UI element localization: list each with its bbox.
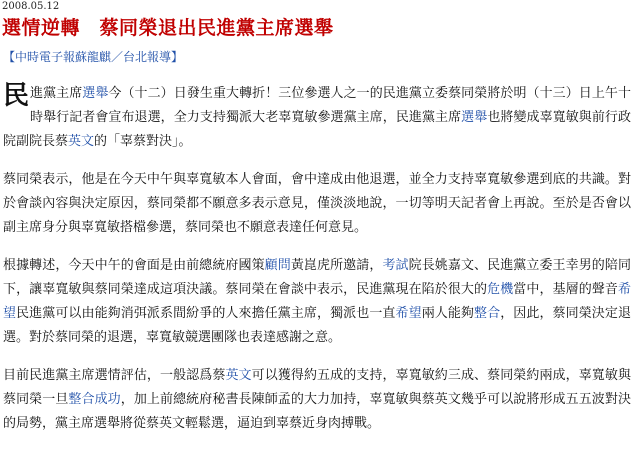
article-body <box>3 82 631 450</box>
paragraph-text: 民進黨可以由能夠消弭派系間紛爭的人來擔任黨主席，獨派也一直 <box>16 306 396 321</box>
keyword-link[interactable]: 希望 <box>395 306 422 321</box>
article-date: 2008.05.12 <box>2 1 60 12</box>
article-paragraph <box>3 168 631 240</box>
keyword-link[interactable]: 危機 <box>487 282 514 297</box>
paragraph-text: 根據轉述，今天中午的會面是由前總統府國策 <box>3 258 265 273</box>
paragraph-text: 院長姚嘉文、民進黨立委王幸男的陪同下，讓辜寬敏與蔡同榮達成這項決議。蔡同榮在會談中表示，民進黨現在陷於很大的 <box>3 258 631 297</box>
drop-cap: 民 <box>3 81 30 111</box>
paragraph-text: ，因此，蔡同榮決定退選。對於蔡同榮的退選，辜寬敏競選團隊也表達感謝之意。 <box>3 306 631 345</box>
paragraph-text: 也將變成辜寬敏與前行政院副院長蔡 <box>3 110 631 149</box>
paragraph-text: 蔡同榮表示，他是在今天中午與辜寬敏本人會面，會中達成由他退選，並全力支持辜寬敏參選到底的共識。對於會談內容與決定原因，蔡同榮都不願意多表示意見，僅淡淡地說，一切等明天記者會上再說。至於是否會以副主席身分與辜寬敏搭檔參選，蔡同榮也不願意表達任何意見。 <box>3 172 631 235</box>
paragraph-text: ，加上前總統府秘書長陳師孟的大力加持，辜寬敏與蔡英文幾乎可以說將形成五五波對決的局勢，黨主席選舉將從蔡英文輕鬆選，逼迫到辜蔡近身肉搏戰。 <box>3 392 631 431</box>
article-paragraph <box>3 254 631 350</box>
article-headline: 選情逆轉 蔡同榮退出民進黨主席選舉 <box>2 17 334 39</box>
paragraph-text: 目前民進黨主席選情評估，一般認爲蔡 <box>3 368 226 383</box>
keyword-link[interactable]: 顧問 <box>264 258 291 273</box>
keyword-link[interactable]: 希望 <box>3 282 631 321</box>
keyword-link[interactable]: 選舉 <box>82 86 109 101</box>
article-paragraph <box>3 364 631 436</box>
paragraph-text: 兩人能夠 <box>421 306 475 321</box>
paragraph-text: 今（十二）日發生重大轉折！三位參選人之一的民進黨立委蔡同榮將於明（十三）日上午十時舉行記者會宣布退選，全力支持獨派大老辜寬敏參選黨主席，民進黨主席 <box>30 86 631 125</box>
keyword-link[interactable]: 整合成功 <box>68 392 121 407</box>
keyword-link[interactable]: 考試 <box>382 258 409 273</box>
keyword-link[interactable]: 整合 <box>474 306 501 321</box>
paragraph-text: 黃崑虎所邀請， <box>290 258 383 273</box>
article-source-byline: 【中時電子報蘇龍麒／台北報導】 <box>3 50 184 64</box>
article-paragraph <box>3 82 631 154</box>
paragraph-text: 進黨主席 <box>30 86 83 101</box>
paragraph-text: 的「辜蔡對決」。 <box>94 134 192 149</box>
keyword-link[interactable]: 選舉 <box>461 110 488 125</box>
keyword-link[interactable]: 英文 <box>225 368 252 383</box>
paragraph-text: 可以獲得約五成的支持，辜寬敏約三成、蔡同榮約兩成，辜寬敏與蔡同榮一旦 <box>3 368 631 407</box>
keyword-link[interactable]: 英文 <box>68 134 95 149</box>
paragraph-text: 當中，基層的聲音 <box>513 282 618 297</box>
